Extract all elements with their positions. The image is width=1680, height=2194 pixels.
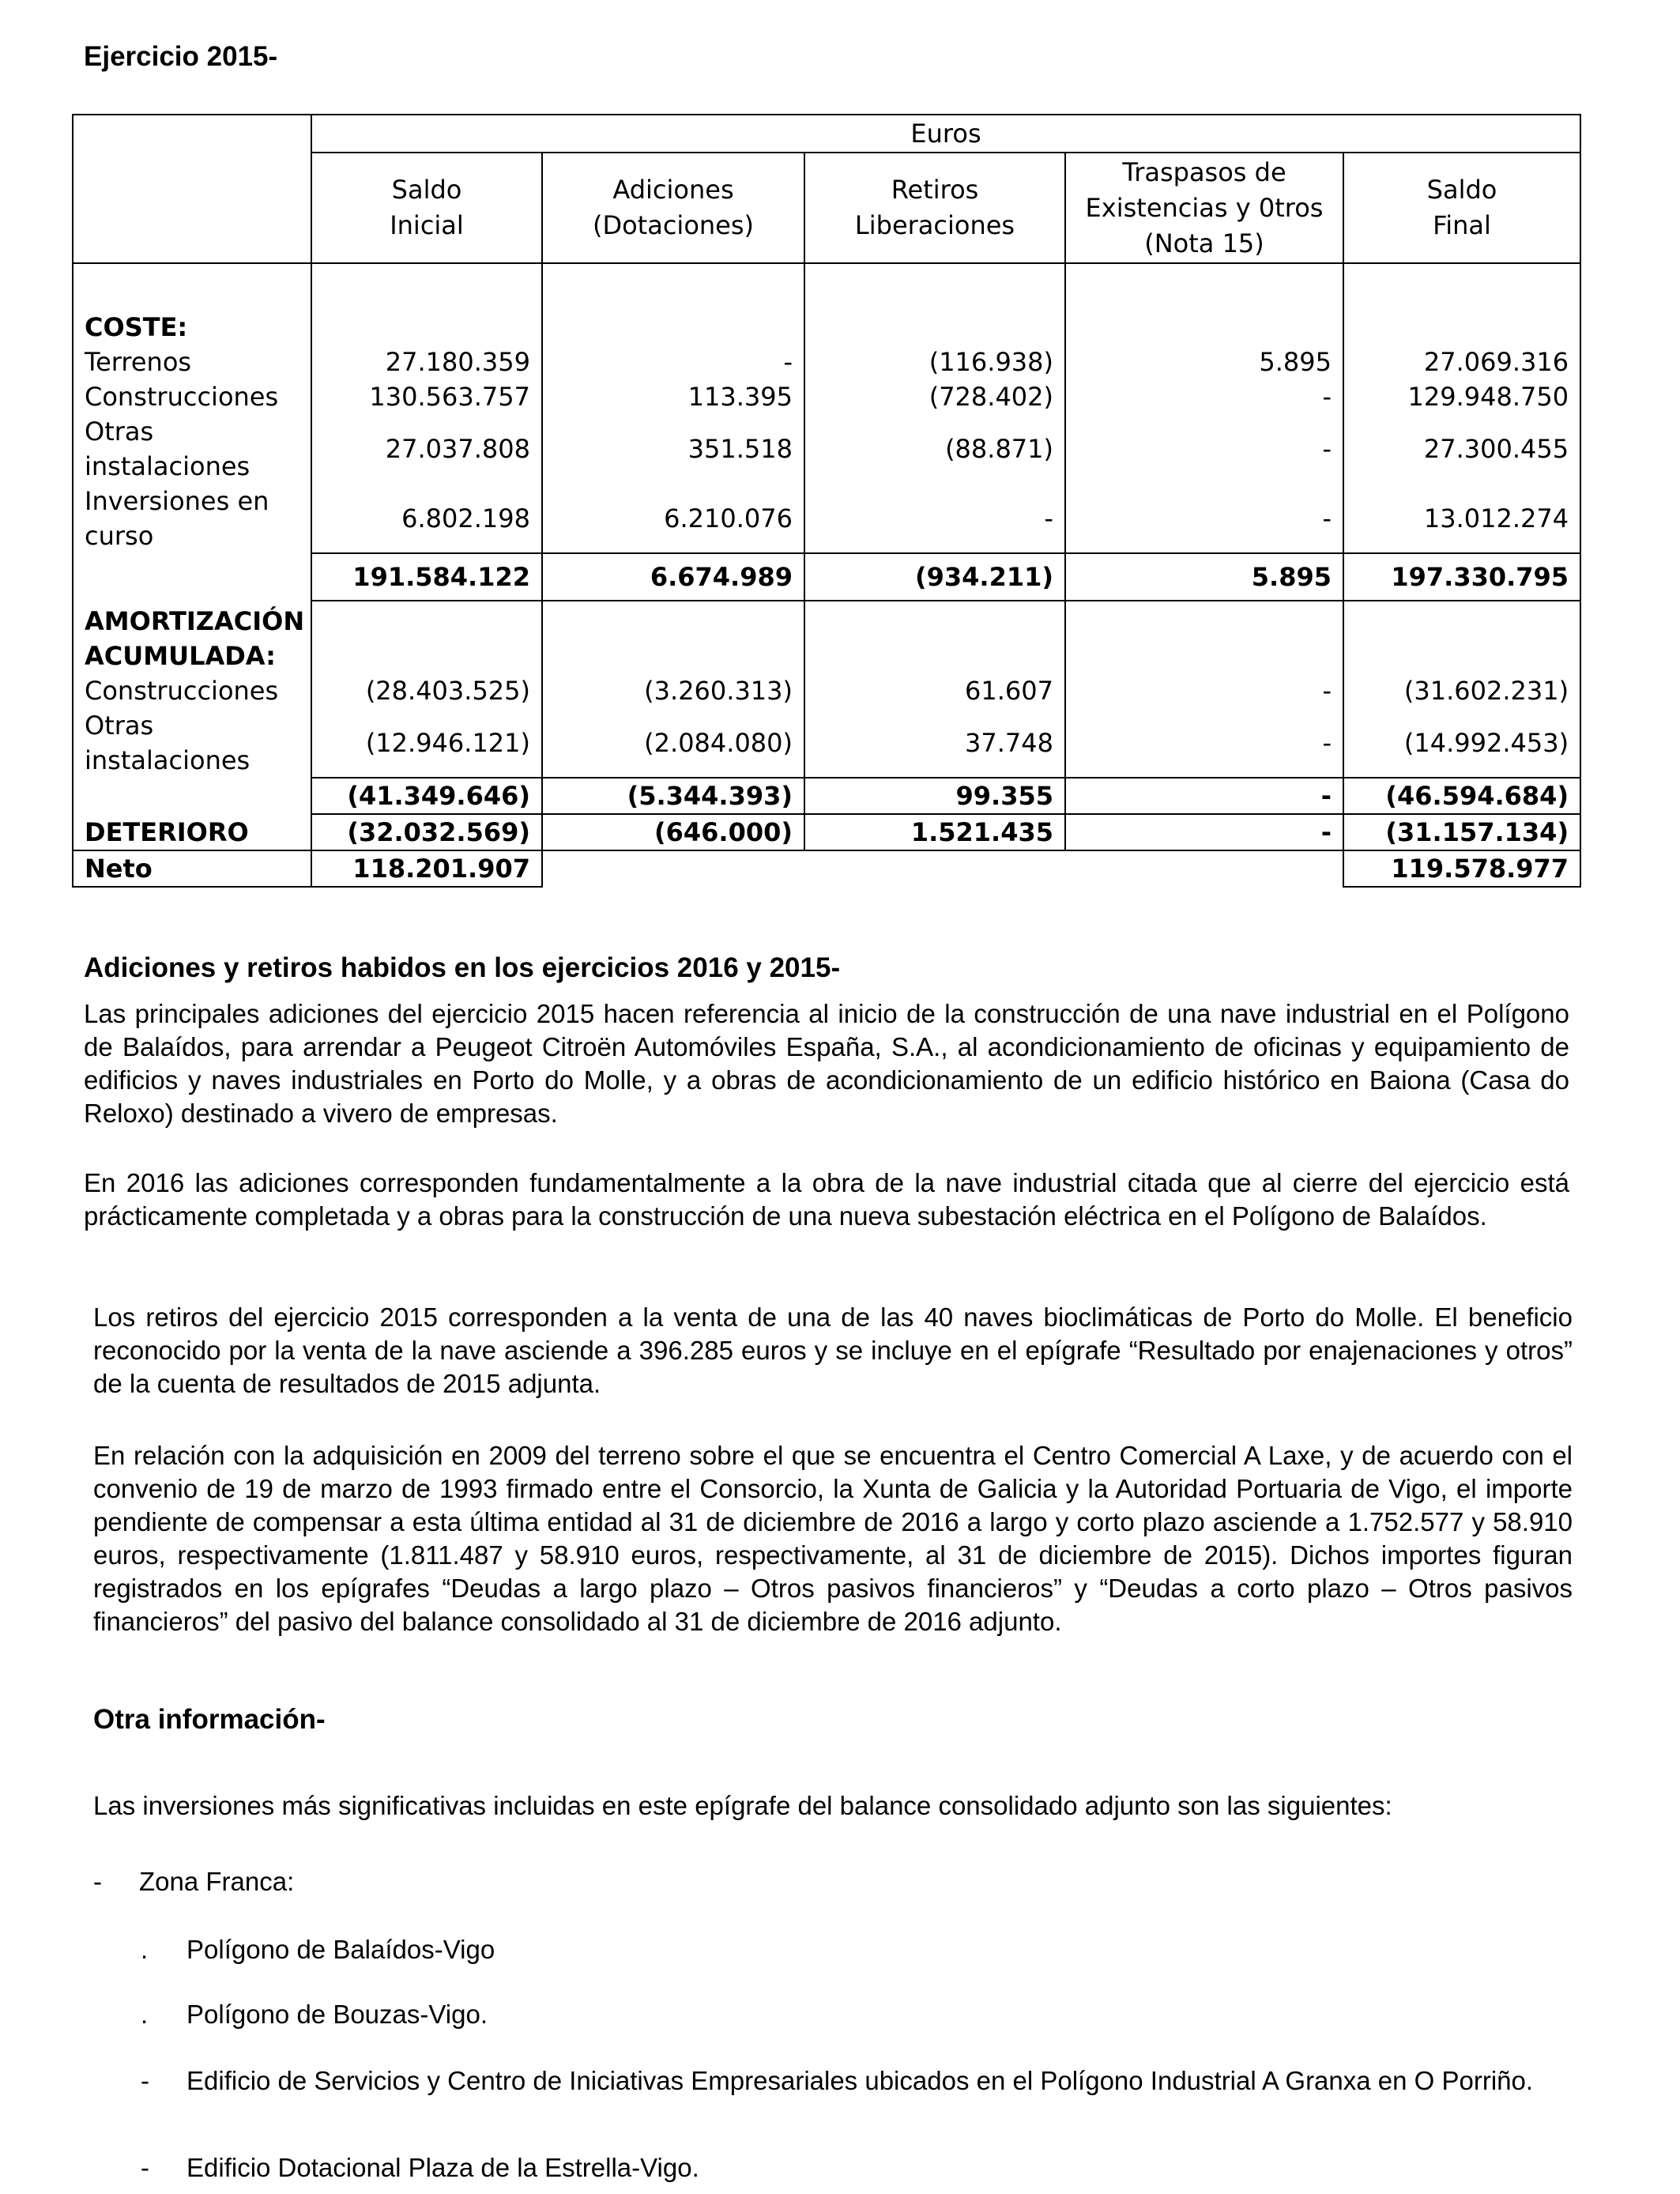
- list-item: [141, 2064, 1642, 2098]
- cell-value: (12.946.121): [311, 708, 542, 778]
- col-header-adiciones: Adiciones (Dotaciones): [542, 153, 804, 263]
- cell-value: -: [1065, 484, 1343, 553]
- cell-value: (28.403.525): [311, 673, 542, 708]
- cell-value: (46.594.684): [1343, 778, 1580, 814]
- list-item: [141, 2151, 1563, 2185]
- cell-value: (88.871): [804, 414, 1065, 484]
- col-header-saldo-inicial: Saldo Inicial: [311, 153, 542, 263]
- cell-value: 27.300.455: [1343, 414, 1580, 484]
- cell-value: 5.895: [1065, 345, 1343, 379]
- cell-value: 118.201.907: [311, 850, 542, 887]
- cell-value: (41.349.646): [311, 778, 542, 814]
- cell-value: 6.674.989: [542, 553, 804, 601]
- currency-header: Euros: [311, 115, 1580, 153]
- cell-value: 351.518: [542, 414, 804, 484]
- cell-value: 191.584.122: [311, 553, 542, 601]
- cell-value: -: [1065, 778, 1343, 814]
- table-row: [73, 345, 1580, 379]
- cell-value: (646.000): [542, 814, 804, 850]
- section-heading-otra-informacion: Otra información-: [93, 1704, 326, 1735]
- cell-value: 113.395: [542, 379, 804, 414]
- neto-row: [73, 850, 1580, 887]
- paragraph: Los retiros del ejercicio 2015 corresponden a la venta de una de las 40 naves bioclimáticas de Porto do Molle. El beneficio reconocido por la venta de la nave asciende a 396.285 euros y se incluye en el epígrafe “Resultado por enajenaciones y otros” de la cuenta de resultados de 2015 adjunta.: [93, 1302, 1573, 1398]
- col-header-traspasos: Traspasos de Existencias y 0tros (Nota 15): [1065, 153, 1343, 263]
- cell-value: 61.607: [804, 673, 1065, 708]
- cell-value: -: [1065, 673, 1343, 708]
- cell-value: -: [804, 484, 1065, 553]
- list-item: [93, 1865, 1573, 1898]
- list-item-text: Zona Franca:: [139, 1867, 295, 1896]
- cell-value: (3.260.313): [542, 673, 804, 708]
- cell-value: (2.084.080): [542, 708, 804, 778]
- list-item-text: Edificio de Servicios y Centro de Iniciativas Empresariales ubicados en el Polígono Industrial A Granxa en O Porriño.: [186, 2066, 1534, 2095]
- row-label: Otras instalaciones: [73, 414, 311, 484]
- paragraph: En 2016 las adiciones corresponden fundamentalmente a la obra de la nave industrial citada que al cierre del ejercicio está prácticamente completada y a obras para la construcción de una nueva subestación eléctrica en el Polígono de Balaídos.: [84, 1168, 1569, 1231]
- cell-value: (5.344.393): [542, 778, 804, 814]
- list-marker: .: [141, 1935, 149, 1964]
- cell-value: -: [1065, 414, 1343, 484]
- table-row: [73, 379, 1580, 414]
- paragraph: Las principales adiciones del ejercicio 2015 hacen referencia al inicio de la construcción de una nave industrial en el Polígono de Balaídos, para arrendar a Peugeot Citroën Automóviles España, S.A., al acondicionamiento de oficinas y equipamiento de edificios y naves industriales en Porto do Molle, y a obras de acondicionamiento de un edificio histórico en Baiona (Casa do Reloxo) destinado a vivero de empresas.: [84, 999, 1569, 1128]
- table-row: [73, 673, 1580, 708]
- list-marker: -: [141, 2153, 149, 2182]
- row-label: Terrenos: [73, 345, 311, 379]
- list-item: [141, 1933, 1563, 1966]
- row-label: Inversiones en curso: [73, 484, 311, 553]
- amortizacion-heading: AMORTIZACIÓN ACUMULADA:: [73, 601, 311, 673]
- cell-value: (14.992.453): [1343, 708, 1580, 778]
- row-label: Otras instalaciones: [73, 708, 311, 778]
- row-label: Construcciones: [73, 379, 311, 414]
- row-label: Construcciones: [73, 673, 311, 708]
- list-marker: -: [93, 1867, 102, 1896]
- cell-value: 5.895: [1065, 553, 1343, 601]
- list-item: [141, 1998, 1563, 2031]
- row-label: Neto: [73, 850, 311, 887]
- cell-value: -: [1065, 708, 1343, 778]
- cell-value: -: [542, 345, 804, 379]
- cell-value: (31.602.231): [1343, 673, 1580, 708]
- cell-value: 27.037.808: [311, 414, 542, 484]
- cell-value: 6.210.076: [542, 484, 804, 553]
- cell-value: (32.032.569): [311, 814, 542, 850]
- paragraph: En relación con la adquisición en 2009 del terreno sobre el que se encuentra el Centro Comercial A Laxe, y de acuerdo con el convenio de 19 de marzo de 1993 firmado entre el Consorcio, la Xunta de Galicia y la Autoridad Portuaria de Vigo, el importe pendiente de compensar a esta última entidad al 31 de diciembre de 2016 a largo y corto plazo asciende a 1.752.577 y 58.910 euros, respectivamente (1.811.487 y 58.910 euros, respectivamente, al 31 de diciembre de 2015). Dichos importes figuran registrados en los epígrafes “Deudas a largo plazo – Otros pasivos financieros” y “Deudas a corto plazo – Otros pasivos financieros” del pasivo del balance consolidado al 31 de diciembre de 2016 adjunto.: [93, 1441, 1573, 1636]
- table-row: [73, 484, 1580, 553]
- cell-value: (728.402): [804, 379, 1065, 414]
- paragraph: Las inversiones más significativas incluidas en este epígrafe del balance consolidado adjunto son las siguientes:: [93, 1791, 1392, 1820]
- list-marker: .: [141, 2000, 149, 2029]
- coste-heading: COSTE:: [73, 310, 311, 345]
- list-item-text: Edificio Dotacional Plaza de la Estrella-Vigo.: [186, 2153, 699, 2182]
- section-heading-adiciones: Adiciones y retiros habidos en los ejercicios 2016 y 2015-: [84, 952, 841, 983]
- cell-value: -: [1065, 379, 1343, 414]
- cell-value: 37.748: [804, 708, 1065, 778]
- col-header-retiros: Retiros Liberaciones: [804, 153, 1065, 263]
- list-marker: -: [141, 2066, 149, 2095]
- cell-value: 129.948.750: [1343, 379, 1580, 414]
- list-item-text: Polígono de Balaídos-Vigo: [186, 1935, 495, 1964]
- table-corner-cell: [73, 115, 311, 263]
- section-heading-row: [73, 601, 1580, 673]
- cell-value: 130.563.757: [311, 379, 542, 414]
- table-row: [73, 414, 1580, 484]
- deterioro-row: [73, 814, 1580, 850]
- subtotal-row: [73, 553, 1580, 601]
- subtotal-row: [73, 778, 1580, 814]
- cell-value: 6.802.198: [311, 484, 542, 553]
- cell-value: 197.330.795: [1343, 553, 1580, 601]
- row-label: DETERIORO: [73, 814, 311, 850]
- cell-value: 119.578.977: [1343, 850, 1580, 887]
- cell-value: 27.180.359: [311, 345, 542, 379]
- cell-value: 27.069.316: [1343, 345, 1580, 379]
- cell-value: -: [1065, 814, 1343, 850]
- table-row: [73, 708, 1580, 778]
- fixed-assets-table: [72, 114, 1581, 888]
- cell-value: 13.012.274: [1343, 484, 1580, 553]
- list-item-text: Polígono de Bouzas-Vigo.: [186, 2000, 488, 2029]
- col-header-saldo-final: Saldo Final: [1343, 153, 1580, 263]
- page-title: Ejercicio 2015-: [84, 41, 278, 72]
- cell-value: 1.521.435: [804, 814, 1065, 850]
- cell-value: 99.355: [804, 778, 1065, 814]
- cell-value: (116.938): [804, 345, 1065, 379]
- cell-value: (934.211): [804, 553, 1065, 601]
- section-heading-row: [73, 310, 1580, 345]
- cell-value: (31.157.134): [1343, 814, 1580, 850]
